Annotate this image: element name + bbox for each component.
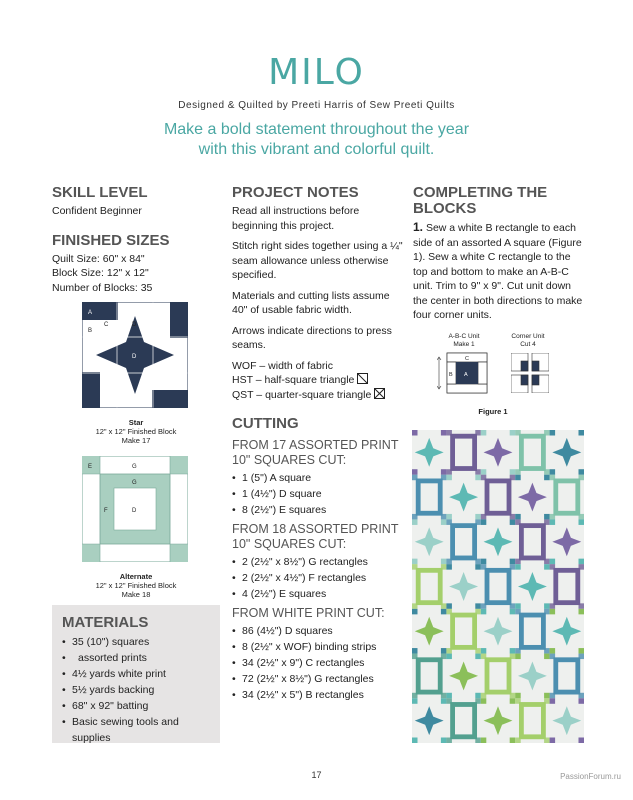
- cutting-group-1-list: [232, 470, 404, 518]
- corner-unit-diagram: [511, 353, 549, 393]
- cutting-item: • 34 (2½" x 5") B rectangles: [232, 687, 404, 703]
- cutting-item: • 1 (4½") D square: [232, 486, 404, 502]
- pattern-title: MILO: [268, 52, 365, 93]
- cutting-heading: CUTTING: [232, 415, 299, 432]
- fig-label-a: A: [464, 372, 468, 378]
- materials-item: • 4½ yards white print: [62, 666, 210, 682]
- completing-heading: [413, 185, 585, 217]
- unit2-title: Corner Unit: [511, 333, 545, 340]
- designer-byline: Designed & Quilted by Preeti Harris of Sew Preeti Quilts: [178, 100, 455, 111]
- left-column: [52, 185, 212, 295]
- step-1-text: Sew a white B rectangle to each side of an assorted A square (Figure 1). Sew a white C rectangle to the top and bottom to make an A-B-C unit. Trim to 9" x 9". Cut unit down the center in both directions to make four corner units.: [413, 222, 583, 321]
- star-label-d-top: D: [132, 322, 137, 328]
- page-number: 17: [311, 770, 322, 780]
- tagline-line-1: Make a bold statement throughout the year: [163, 121, 470, 138]
- cutting-item: • 86 (4½") D squares: [232, 623, 404, 639]
- watermark: PassionForum.ru: [560, 772, 621, 781]
- middle-column: [232, 185, 404, 703]
- note-arrows: Arrows indicate directions to press seams.: [232, 324, 392, 351]
- fig-label-c: C: [465, 356, 469, 362]
- materials-item: • 68" x 92" batting: [62, 698, 210, 714]
- cutting-item: • 8 (2½") E squares: [232, 502, 404, 518]
- project-notes-heading: PROJECT NOTES: [232, 184, 359, 201]
- alt-caption-size: 12" x 12" Finished Block: [95, 581, 177, 590]
- alt-label-d: D: [132, 508, 137, 514]
- abbr-qst-row: [232, 388, 404, 403]
- cutting-item: • 4 (2½") E squares: [232, 586, 404, 602]
- materials-item: • assorted prints: [62, 650, 210, 666]
- abbr-qst: QST – quarter-square triangle: [232, 388, 372, 401]
- cutting-group-2-list: [232, 554, 404, 602]
- star-caption-make: Make 17: [121, 436, 151, 445]
- note-read-instructions: Read all instructions before beginning this project.: [232, 205, 360, 232]
- unit2-make: Cut 4: [520, 341, 536, 348]
- alt-label-g-outer: G: [132, 464, 137, 470]
- cutting-item: • 8 (2½" x WOF) binding strips: [232, 639, 404, 655]
- unit1-title: A-B-C Unit: [448, 333, 480, 340]
- unit1-label: [433, 333, 495, 349]
- star-label-b: B: [88, 328, 93, 334]
- right-column: [413, 185, 585, 323]
- star-caption-size: 12" x 12" Finished Block: [95, 427, 177, 436]
- cutting-group-3-list: [232, 623, 404, 703]
- star-block-caption: [82, 418, 190, 445]
- star-label-a: A: [88, 310, 93, 316]
- abbr-hst-row: [232, 373, 404, 388]
- skill-level-heading: SKILL LEVEL: [52, 184, 148, 201]
- block-size: Block Size: 12" x 12": [52, 267, 149, 279]
- cutting-item: • 72 (2½" x 8½") G rectangles: [232, 671, 404, 687]
- abbr-hst: HST – half-square triangle: [232, 374, 355, 386]
- quilt-photo: [412, 430, 584, 743]
- step-1: [413, 220, 585, 323]
- completing-heading-line-1: COMPLETING THE: [413, 184, 548, 201]
- alt-label-g-inner: G: [132, 480, 137, 486]
- finished-sizes-heading: FINISHED SIZES: [52, 231, 170, 249]
- alternate-block-caption: [82, 572, 190, 599]
- tagline-line-2: with this vibrant and colorful quilt.: [198, 141, 435, 158]
- fig-label-b: B: [449, 372, 453, 378]
- cutting-item: • 34 (2½" x 9") C rectangles: [232, 655, 404, 671]
- materials-item: • 35 (10") squares: [62, 634, 210, 650]
- star-label-d-center: D: [132, 354, 137, 360]
- abc-unit-diagram: [437, 351, 497, 395]
- alt-caption-name: Alternate: [119, 572, 153, 581]
- figure-1-caption: Figure 1: [478, 407, 508, 416]
- materials-item: • 5½ yards backing: [62, 682, 210, 698]
- note-seam-allowance: Stitch right sides together using a ¼" seam allowance unless otherwise specified.: [232, 240, 403, 281]
- cutting-item: • 2 (2½" x 4½") F rectangles: [232, 570, 404, 586]
- star-label-c: C: [104, 322, 109, 328]
- materials-box: [52, 605, 220, 743]
- number-of-blocks: Number of Blocks: 35: [52, 281, 153, 294]
- alt-label-e: E: [88, 464, 93, 470]
- alternate-block-diagram: [82, 456, 188, 562]
- skill-level-value: Confident Beginner: [52, 205, 142, 217]
- alt-caption-make: Make 18: [121, 590, 151, 599]
- qst-icon: [374, 388, 385, 399]
- tagline: [0, 120, 633, 160]
- star-block-diagram: [82, 302, 188, 408]
- step-1-number: 1.: [413, 220, 424, 234]
- cutting-group-3-heading: FROM WHITE PRINT CUT:: [232, 606, 385, 620]
- cutting-item: • 2 (2½" x 8½") G rectangles: [232, 554, 404, 570]
- star-caption-name: Star: [128, 418, 144, 427]
- note-fabric-width: Materials and cutting lists assume 40" of usable fabric width.: [232, 289, 390, 316]
- hst-icon: [357, 373, 368, 384]
- quilt-size: Quilt Size: 60" x 84": [52, 252, 145, 265]
- cutting-item: • 1 (5") A square: [232, 470, 404, 486]
- materials-item: • Basic sewing tools and supplies: [62, 714, 210, 746]
- unit2-label: [503, 333, 553, 349]
- cutting-group-2-heading: FROM 18 ASSORTED PRINT 10" SQUARES CUT:: [232, 522, 399, 551]
- completing-heading-line-2: BLOCKS: [413, 200, 477, 217]
- unit1-make: Make 1: [453, 341, 475, 348]
- abbr-wof: WOF – width of fabric: [232, 359, 333, 372]
- materials-heading: MATERIALS: [62, 614, 149, 631]
- star-label-e: E: [120, 336, 125, 342]
- cutting-group-1-heading: FROM 17 ASSORTED PRINT 10" SQUARES CUT:: [232, 438, 399, 467]
- alt-label-f: F: [104, 508, 108, 514]
- materials-list: [62, 634, 210, 746]
